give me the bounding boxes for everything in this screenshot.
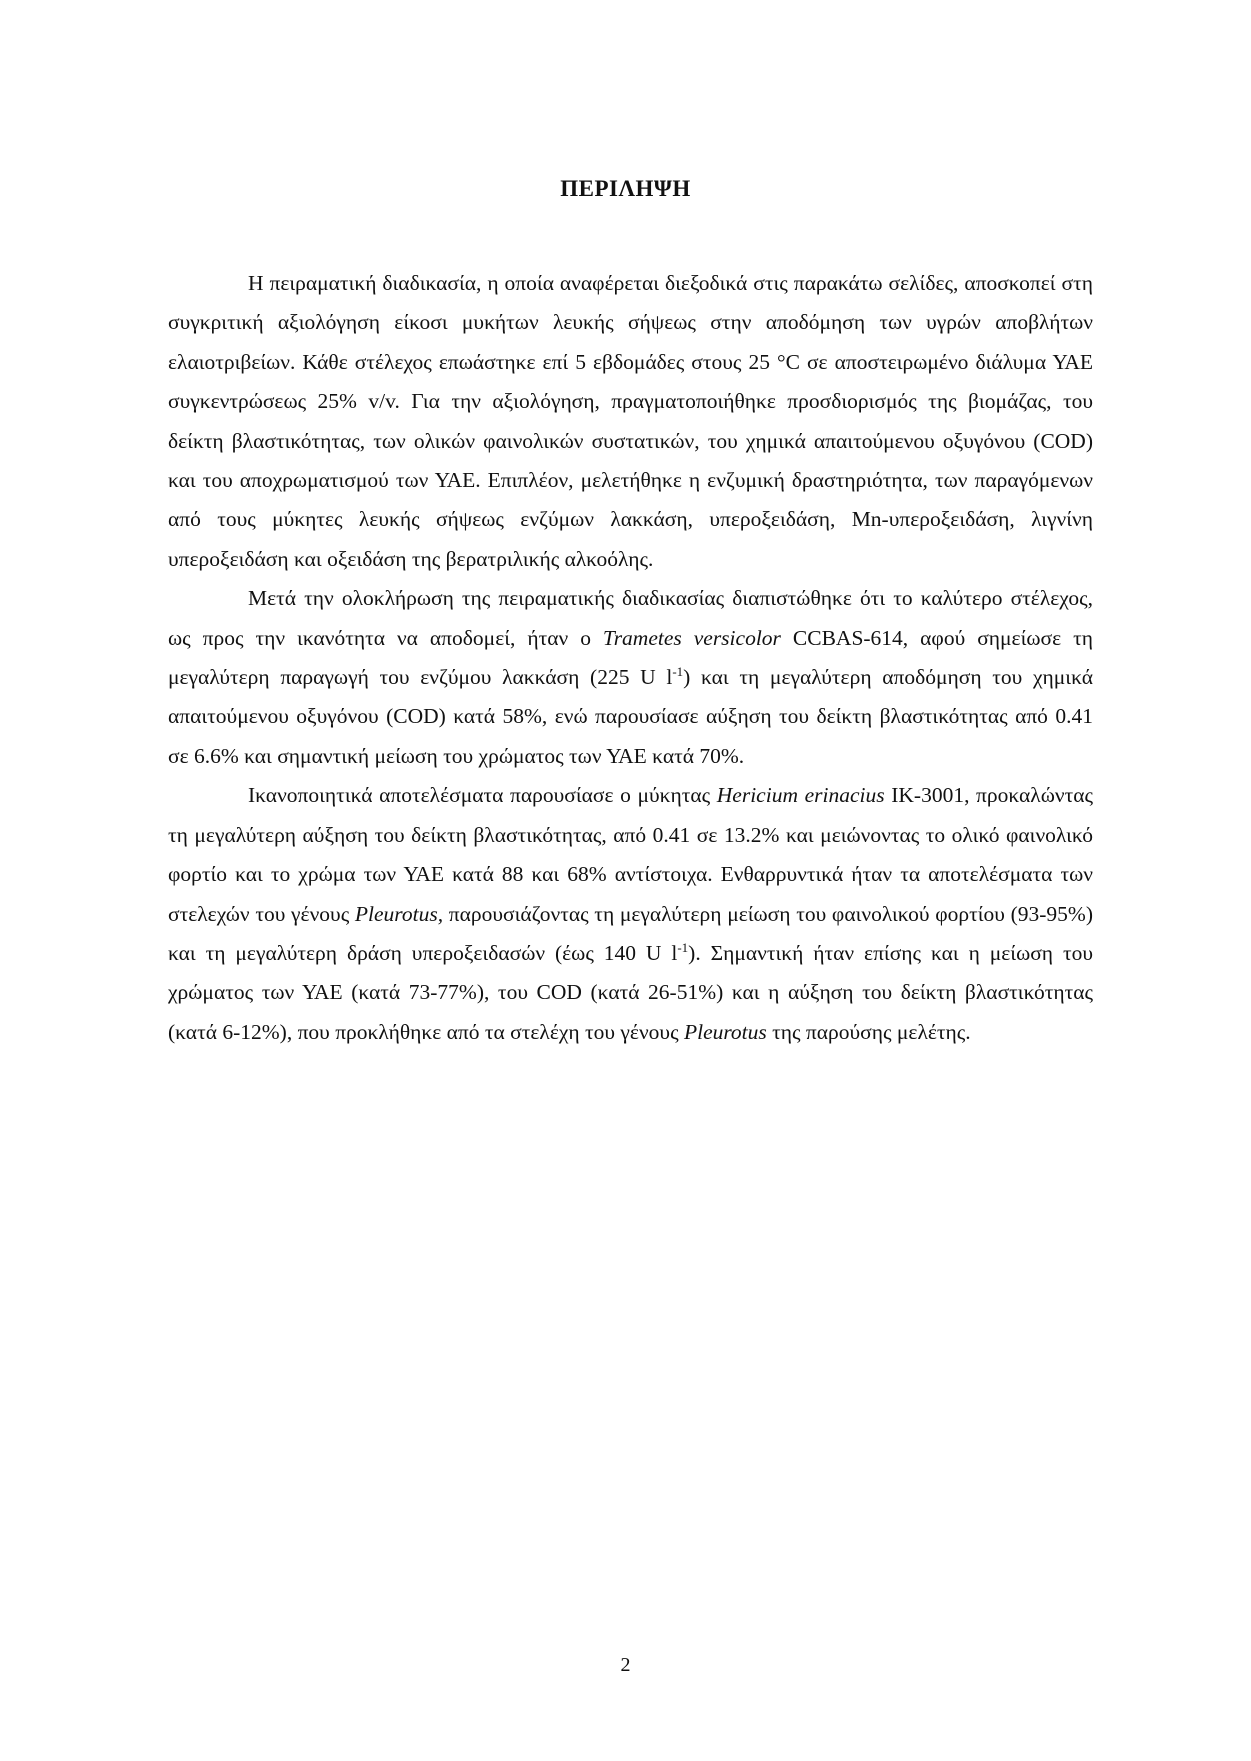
unit-exponent: -1 [672,663,684,679]
species-name: Hericium erinacius [716,783,885,808]
species-name: Pleurotus [683,1019,767,1044]
paragraph [168,264,1093,579]
paragraph-text: ). Σημαντική ήταν επίσης και η μείωση του χρώματος των ΥΑΕ (κατά 73-77%), του COD (κατά 26-51%) και η αύξηση του δείκτη βλαστικότητας (κατά 6-12%), που προκλήθηκε από τα στελέχη του γένους [168,940,1093,1044]
paragraph-text: Μετά την ολοκλήρωση της πειραματικής διαδικασίας διαπιστώθηκε ότι το καλύτερο στέλεχος, ως προς την ικανότητα να αποδομεί, ήταν ο [168,586,1093,650]
paragraph-text: της παρούσης μελέτης. [766,1019,971,1044]
species-name: Trametes versicolor [602,625,781,650]
paragraph-text: ) και τη μεγαλύτερη αποδόμηση του χημικά απαιτούμενου οξυγόνου (COD) κατά 58%, ενώ παρουσίασε αύξηση του δείκτη βλαστικότητας από 0.41 σε 6.6% και σημαντική μείωση του χρώματος των ΥΑΕ κατά 70%. [168,665,1093,768]
paragraph-text: CCBAS-614, αφού σημείωσε τη μεγαλύτερη παραγωγή του ενζύμου λακκάση (225 U l [168,625,1093,690]
paragraph-text: Ικανοποιητικά αποτελέσματα παρουσίασε ο μύκητας [248,783,717,808]
page-title: ΠΕΡΙΛΗΨΗ [560,176,691,201]
abstract-body [168,264,1093,1052]
unit-exponent: -1 [677,939,689,955]
paragraph-text: παρουσιάζοντας τη μεγαλύτερη μείωση του φαινολικού φορτίου (93-95%) και τη μεγαλύτερη δράση υπεροξειδασών (έως 140 U l [168,901,1093,965]
species-name: Pleurotus, [354,901,444,926]
paragraph-text: Η πειραματική διαδικασία, η οποία αναφέρεται διεξοδικά στις παρακάτω σελίδες, αποσκοπεί στη συγκριτική αξιολόγηση είκοσι μυκήτων λευκής σήψεως στην αποδόμηση των υγρών αποβλήτων ελαιοτριβείων. Κάθε στέλεχος επωάστηκε επί 5 εβδομάδες στους 25 °C σε αποστειρωμένο διάλυμα ΥΑΕ συγκεντρώσεως 25% v/v. Για την αξιολόγηση, πραγματοποιήθηκε προσδιορισμός της βιομάζας, του δείκτη βλαστικότητας, των ολικών φαινολικών συστατικών, του χημικά απαιτούμενου οξυγόνου (COD) και του αποχρωματισμού των ΥΑΕ. Επιπλέον, μελετήθηκε η ενζυμική δραστηριότητα, των παραγόμενων από τους μύκητες λευκής σήψεως ενζύμων λακκάση, υπεροξειδάση, Mn-υπεροξειδάση, λιγνίνη υπεροξειδάση και οξειδάση της βερατριλικής αλκοόλης. [168,271,1093,571]
paragraph [168,579,1093,776]
page-number: 2 [620,1654,631,1676]
paragraph [168,776,1093,1052]
paragraph-text: IK-3001, προκαλώντας τη μεγαλύτερη αύξηση του δείκτη βλαστικότητας, από 0.41 σε 13.2% και μειώνοντας το ολικό φαινολικό φορτίο και το χρώμα των ΥΑΕ κατά 88 και 68% αντίστοιχα. Ενθαρρυντικά ήταν τα αποτελέσματα των στελεχών του γένους [168,783,1094,926]
